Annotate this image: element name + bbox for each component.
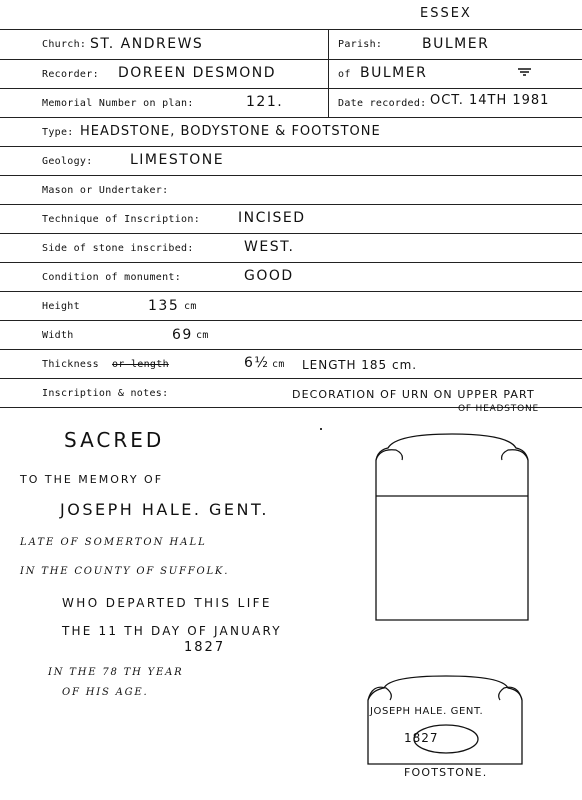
width-value: 69	[172, 327, 193, 343]
of-label: of	[338, 69, 351, 80]
height-value: 135	[148, 298, 180, 314]
column-divider	[328, 29, 329, 117]
width-unit: cm	[196, 330, 209, 341]
inscription-line-6: WHO DEPARTED THIS LIFE	[62, 596, 272, 610]
inscription-line-4: LATE OF SOMERTON HALL	[20, 537, 207, 548]
county-heading: ESSEX	[420, 6, 472, 21]
inscription-label: Inscription & notes:	[42, 388, 169, 399]
form-rule	[0, 29, 582, 30]
thickness-label: Thickness	[42, 359, 99, 370]
parish-label: Parish:	[338, 39, 383, 50]
length-note: LENGTH 185 cm.	[302, 358, 418, 372]
form-rule	[0, 349, 582, 350]
form-rule	[0, 175, 582, 176]
form-rule	[0, 378, 582, 379]
form-rule	[0, 291, 582, 292]
inscription-note-1: DECORATION OF URN ON UPPER PART	[292, 388, 535, 401]
footstone-name: JOSEPH HALE. GENT.	[370, 706, 484, 717]
mason-label: Mason or Undertaker:	[42, 185, 169, 196]
parish-value: BULMER	[422, 36, 490, 52]
ink-dot	[320, 428, 322, 430]
height-unit: cm	[184, 301, 197, 312]
inscription-line-2: TO THE MEMORY OF	[20, 473, 164, 486]
footstone-sketch	[360, 670, 532, 766]
date-value: OCT. 14TH 1981	[430, 93, 550, 108]
church-value: ST. ANDREWS	[90, 36, 204, 52]
footstone-caption: FOOTSTONE.	[404, 766, 488, 779]
date-label: Date recorded:	[338, 98, 427, 109]
church-label: Church:	[42, 39, 87, 50]
form-rule	[0, 59, 582, 60]
form-rule	[0, 117, 582, 118]
thickness-value: 6½	[244, 355, 270, 371]
side-value: WEST.	[244, 239, 295, 255]
inscription-note-2: OF HEADSTONE	[458, 404, 539, 414]
form-rule	[0, 146, 582, 147]
of-value: BULMER	[360, 65, 428, 81]
double-underline-mark	[516, 66, 534, 78]
memorial-value: 121.	[246, 94, 284, 110]
thickness-struck-text: or length	[112, 359, 169, 370]
recorder-label: Recorder:	[42, 69, 99, 80]
technique-value: INCISED	[238, 210, 306, 226]
inscription-line-8: 1827	[184, 640, 226, 655]
width-label: Width	[42, 330, 74, 341]
thickness-unit: cm	[272, 359, 285, 370]
footstone-year: 1827	[404, 731, 439, 745]
technique-label: Technique of Inscription:	[42, 214, 201, 225]
form-rule	[0, 88, 582, 89]
inscription-line-7: THE 11 TH DAY OF JANUARY	[62, 624, 282, 638]
form-rule	[0, 262, 582, 263]
height-label: Height	[42, 301, 80, 312]
inscription-line-9: IN THE 78 TH YEAR	[48, 667, 184, 678]
condition-value: GOOD	[244, 268, 294, 284]
form-rule	[0, 204, 582, 205]
geology-label: Geology:	[42, 156, 93, 167]
form-rule	[0, 320, 582, 321]
geology-value: LIMESTONE	[130, 152, 225, 168]
condition-label: Condition of monument:	[42, 272, 182, 283]
inscription-line-3: JOSEPH HALE. GENT.	[60, 500, 269, 519]
type-label: Type:	[42, 127, 74, 138]
side-label: Side of stone inscribed:	[42, 243, 194, 254]
form-rule	[0, 233, 582, 234]
headstone-sketch	[368, 430, 538, 622]
type-value: HEADSTONE, BODYSTONE & FOOTSTONE	[80, 124, 381, 139]
memorial-label: Memorial Number on plan:	[42, 98, 194, 109]
inscription-line-10: OF HIS AGE.	[62, 687, 149, 698]
inscription-line-5: IN THE COUNTY OF SUFFOLK.	[20, 566, 230, 577]
recorder-value: DOREEN DESMOND	[118, 65, 277, 81]
inscription-line-1: SACRED	[64, 428, 165, 452]
